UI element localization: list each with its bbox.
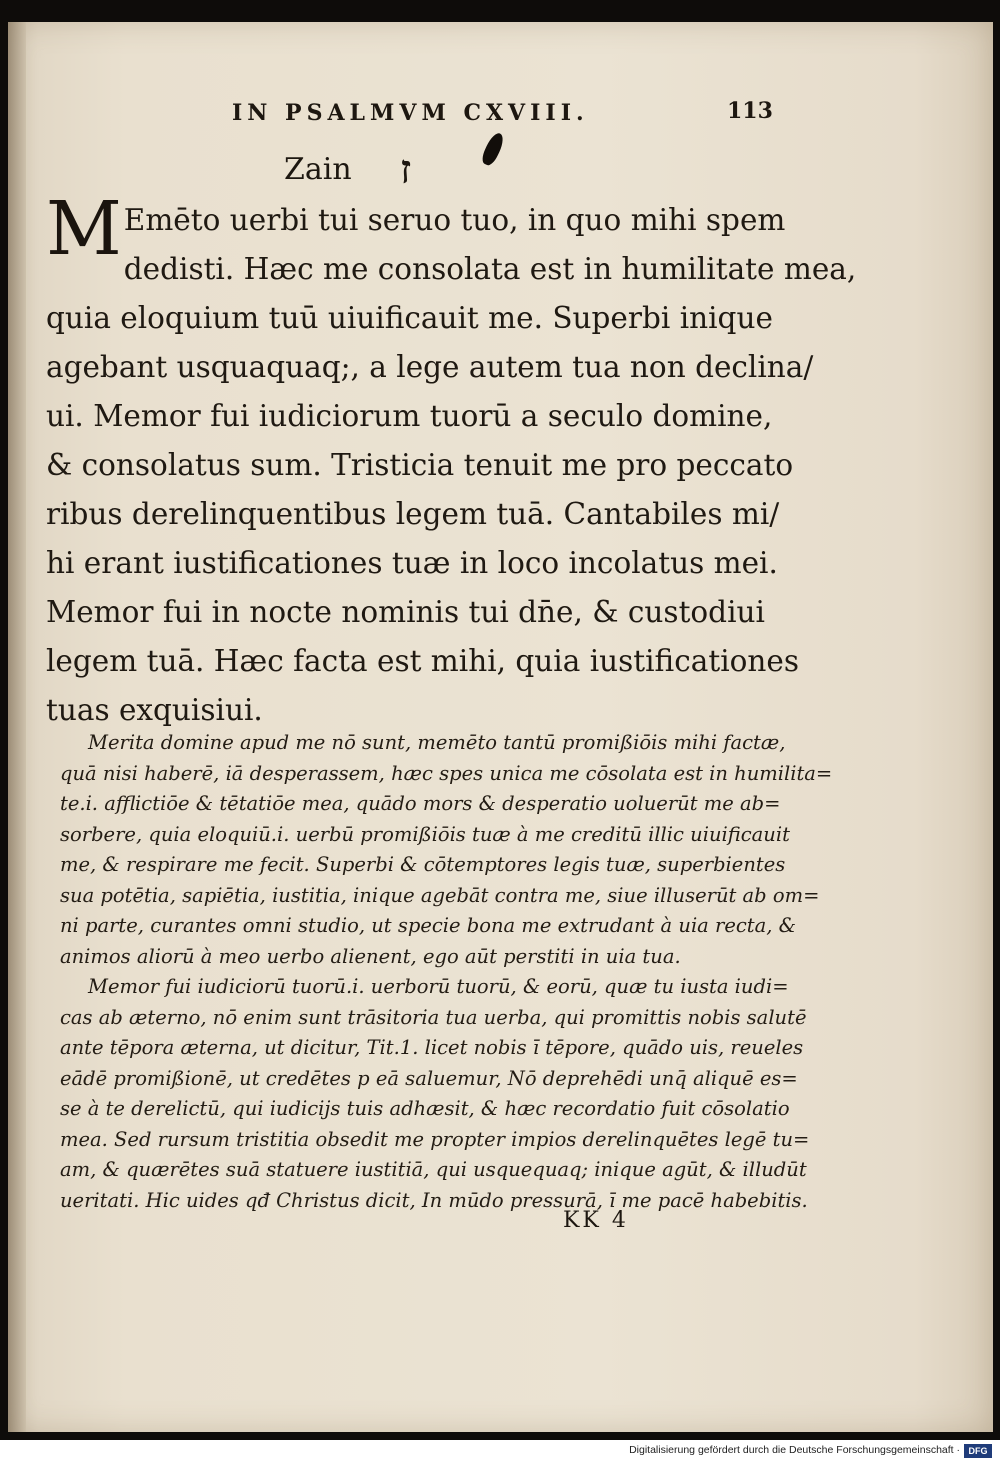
hebrew-letter: ז — [400, 146, 412, 193]
psalm-line: quia eloquium tuū uiuificauit me. Superbi inique — [46, 301, 773, 335]
commentary-line: quā nisi haberē, iā desperassem, hæc spes unica me cōsolata est in humilita= — [60, 761, 833, 785]
commentary-line: ueritati. Hic uides qđ Christus dicit, In mūdo pressurā, ī me pacē habebitis. — [60, 1188, 808, 1212]
funding-credit: Digitalisierung gefördert durch die Deutsche Forschungsgemeinschaft · — [629, 1444, 960, 1456]
commentary-line: cas ab æterno, nō enim sunt trāsitoria tua uerba, qui promittis nobis salutē — [60, 1005, 807, 1029]
commentary-line: sua potētia, sapiētia, iustitia, inique agebāt contra me, siue illuserūt ab om= — [60, 883, 820, 907]
psalm-line: legem tuā. Hæc facta est mihi, quia iustificationes — [46, 644, 799, 678]
drop-cap: M — [46, 186, 122, 272]
psalm-line: Memor fui in nocte nominis tui dn̄e, & custodiui — [46, 595, 765, 629]
running-head: IN PSALMVM CXVIII. — [232, 100, 589, 126]
commentary-line: te.i. afflictiōe & tētatiōe mea, quādo mors & desperatio uoluerūt me ab= — [60, 792, 781, 815]
folio-number: 113 — [727, 98, 773, 124]
psalm-line: ribus derelinquentibus legem tuā. Cantabiles mi/ — [46, 497, 780, 531]
commentary-line: me, & respirare me fecit. Superbi & cōtemptores legis tuæ, superbientes — [60, 853, 786, 876]
commentary-line: eādē promißionē, ut credētes p eā saluemur, Nō deprehēdi unq̄ aliquē es= — [60, 1066, 798, 1090]
commentary-line: mea. Sed rursum tristitia obsedit me propter impios derelinquētes legē tu= — [60, 1127, 810, 1151]
commentary-line: animos aliorū à meo uerbo alienent, ego aūt perstiti in uia tua. — [60, 944, 681, 968]
commentary-line: se à te derelictū, qui iudicijs tuis adhæsit, & hæc recordatio fuit cōsolatio — [60, 1097, 790, 1120]
commentary-line: ni parte, curantes omni studio, ut specie bona me extrudant à uia recta, & — [60, 914, 797, 937]
commentary-line: am, & quærētes suā statuere iustitiā, qui usquequaq; inique agūt, & illudūt — [60, 1158, 807, 1181]
section-label: Zain — [284, 152, 352, 187]
signature-mark: KK 4 — [563, 1208, 629, 1233]
psalm-line: & consolatus sum. Tristicia tenuit me pro peccato — [46, 448, 794, 482]
commentary-line: ante tēpora æterna, ut dicitur, Tit.1. licet nobis ī tēpore, quādo uis, reueles — [60, 1036, 804, 1059]
commentary-text — [60, 728, 833, 1216]
psalm-line: dedisti. Hæc me consolata est in humilitate mea, — [123, 252, 857, 286]
page-gutter — [8, 22, 26, 1432]
psalm-line: tuas exquisiui. — [46, 693, 263, 727]
dfg-logo-icon: DFG — [964, 1444, 992, 1458]
commentary-line: sorbere, quia eloquiū.i. uerbū promißiōis tuæ à me creditū illic uiuificauit — [60, 822, 790, 846]
psalm-text — [46, 186, 857, 735]
psalm-line: Emēto uerbi tui seruo tuo, in quo mihi spem — [123, 203, 786, 237]
psalm-line: agebant usquaquaq;, a lege autem tua non declina/ — [46, 350, 814, 384]
commentary-line: Merita domine apud me nō sunt, memēto tantū promißiōis mihi factæ, — [88, 731, 786, 754]
commentary-line: Memor fui iudiciorū tuorū.i. uerborū tuorū, & eorū, quæ tu iusta iudi= — [88, 975, 789, 998]
psalm-line: hi erant iustificationes tuæ in loco incolatus mei. — [46, 546, 778, 580]
psalm-line: ui. Memor fui iudiciorum tuorū a seculo domine, — [46, 399, 773, 433]
page-header — [0, 96, 1000, 136]
